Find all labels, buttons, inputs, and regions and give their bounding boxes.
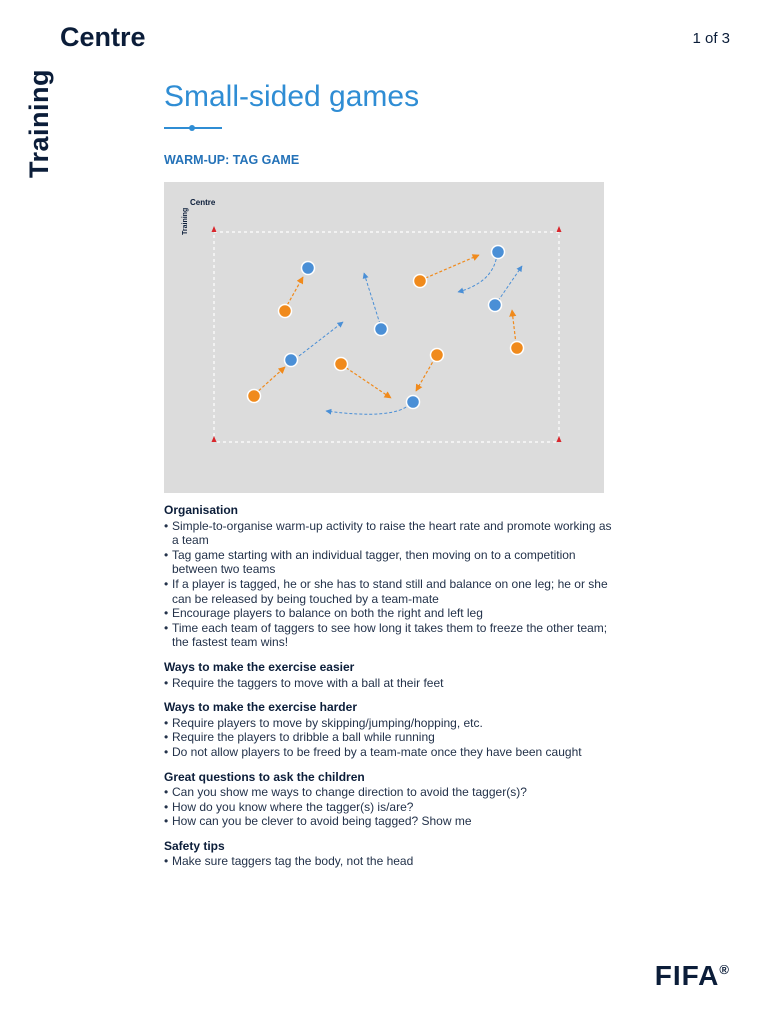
blue-player bbox=[492, 246, 505, 259]
page-indicator: 1 of 3 bbox=[692, 30, 730, 47]
section-safety bbox=[164, 839, 614, 869]
cone-top-right bbox=[557, 226, 562, 232]
bullet-list bbox=[164, 716, 614, 760]
cone-bottom-right bbox=[557, 436, 562, 442]
list-item: • Require the players to dribble a ball while running bbox=[164, 730, 614, 745]
list-item: • Encourage players to balance on both the right and left leg bbox=[164, 606, 614, 621]
list-item: • If a player is tagged, he or she has to stand still and balance on one leg; he or she can be released by being touched by a team-mate bbox=[164, 577, 614, 606]
brand-centre: Centre bbox=[60, 22, 146, 52]
diagram-logo-horizontal: Centre bbox=[190, 198, 216, 207]
cone-top-left bbox=[212, 226, 217, 232]
blue-run-arrow bbox=[364, 273, 380, 324]
orange-player bbox=[511, 342, 524, 355]
orange-run-arrow bbox=[421, 255, 479, 280]
section-harder bbox=[164, 700, 614, 759]
exercise-details bbox=[164, 503, 614, 879]
list-item: • Require the taggers to move with a ball at their feet bbox=[164, 676, 614, 691]
blue-run-arrow bbox=[326, 404, 410, 414]
page-title: Small-sided games bbox=[164, 80, 420, 113]
fifa-logo bbox=[655, 960, 730, 992]
list-item: • Simple-to-organise warm-up activity to raise the heart rate and promote working as a team bbox=[164, 519, 614, 548]
section-questions bbox=[164, 770, 614, 829]
orange-run-arrow bbox=[342, 365, 391, 398]
orange-player bbox=[279, 305, 292, 318]
list-item: • Do not allow players to be freed by a team-mate once they have been caught bbox=[164, 745, 614, 760]
list-item: • How do you know where the tagger(s) is/are? bbox=[164, 800, 614, 815]
section-heading: Great questions to ask the children bbox=[164, 769, 365, 784]
orange-player bbox=[248, 390, 261, 403]
fifa-logo-text: FIFA bbox=[654, 960, 720, 991]
blue-player bbox=[375, 323, 388, 336]
blue-run-arrow bbox=[458, 254, 497, 292]
list-item: • Tag game starting with an individual tagger, then moving on to a competition between two teams bbox=[164, 548, 614, 577]
blue-run-arrow bbox=[299, 322, 343, 356]
blue-run-arrow bbox=[498, 266, 522, 301]
diagram-logo-vertical: Training bbox=[182, 207, 189, 235]
registered-mark: ® bbox=[719, 962, 730, 977]
section-organisation bbox=[164, 503, 614, 650]
title-underline-dot bbox=[189, 125, 195, 131]
bullet-list bbox=[164, 854, 614, 869]
brand-training-vertical: Training bbox=[24, 68, 54, 178]
orange-run-arrow bbox=[416, 358, 435, 391]
list-item: • Can you show me ways to change direction to avoid the tagger(s)? bbox=[164, 785, 614, 800]
bullet-list bbox=[164, 785, 614, 829]
pitch-diagram bbox=[164, 182, 604, 493]
orange-run-arrow bbox=[512, 310, 516, 344]
list-item: • How can you be clever to avoid being tagged? Show me bbox=[164, 814, 614, 829]
section-easier bbox=[164, 660, 614, 690]
blue-player bbox=[285, 354, 298, 367]
bullet-list bbox=[164, 676, 614, 691]
section-heading: Safety tips bbox=[164, 838, 225, 853]
section-heading: Ways to make the exercise easier bbox=[164, 659, 355, 674]
orange-player bbox=[335, 358, 348, 371]
section-heading: Ways to make the exercise harder bbox=[164, 700, 357, 715]
orange-run-arrow bbox=[255, 367, 285, 394]
play-area-boundary bbox=[214, 232, 559, 442]
section-heading: Organisation bbox=[164, 503, 239, 517]
list-item: • Make sure taggers tag the body, not the head bbox=[164, 854, 614, 869]
cone-bottom-left bbox=[212, 436, 217, 442]
list-item: • Require players to move by skipping/jumping/hopping, etc. bbox=[164, 716, 614, 731]
list-item: • Time each team of taggers to see how long it takes them to freeze the other team; the fastest team wins! bbox=[164, 621, 614, 650]
blue-player bbox=[302, 262, 315, 275]
bullet-list bbox=[164, 519, 614, 650]
blue-player bbox=[407, 396, 420, 409]
exercise-subtitle: WARM-UP: TAG GAME bbox=[164, 153, 300, 167]
blue-player bbox=[489, 299, 502, 312]
pitch-diagram-svg bbox=[164, 182, 604, 493]
orange-player bbox=[414, 275, 427, 288]
orange-run-arrow bbox=[285, 277, 303, 309]
orange-player bbox=[431, 349, 444, 362]
